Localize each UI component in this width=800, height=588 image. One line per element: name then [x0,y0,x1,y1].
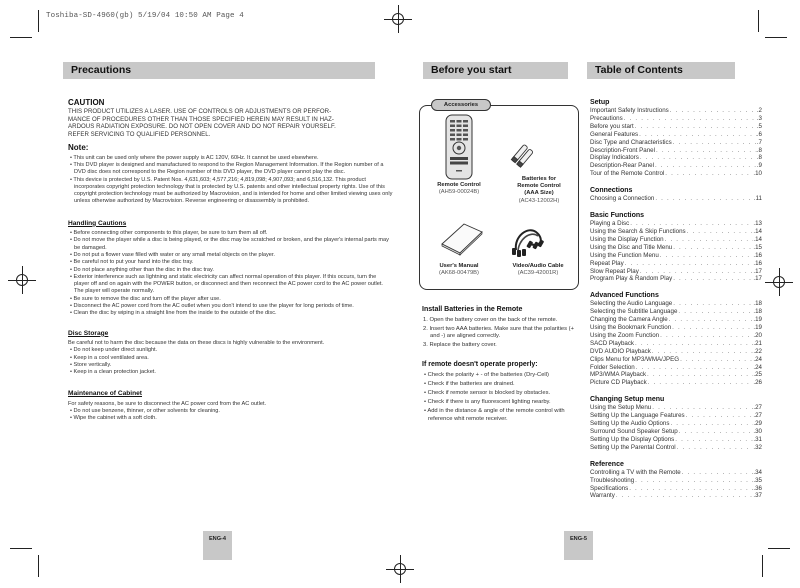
registration-mark-left [8,266,36,294]
toc-entry[interactable] [590,379,762,387]
install-step: 1. Open the battery cover on the back of the remote. [423,316,558,323]
toc-entry[interactable] [590,195,762,203]
toc-entry-title: Using the Disc and Title Menu [590,243,673,251]
handling-item: • Be careful not to put your hand into the disc tray. [68,259,393,266]
toc-entry[interactable] [590,115,762,123]
toc-entry-title: Controlling a TV with the Remote [590,468,681,476]
toc-entry-page: .22 [753,347,762,355]
toc-entry-page: .37 [753,492,762,500]
toc-leader-dots [655,147,757,155]
accessory-users-manual: User's Manual (AK68-00479B) [439,263,479,277]
crop-mark-tl-h [10,37,32,38]
toc-group-title: Setup [590,99,610,106]
toc-entry-page: .20 [753,331,762,339]
remote-instructions [422,306,582,425]
toc-entry-page: .9 [756,162,762,170]
toc-entry[interactable] [590,252,762,260]
registration-mark-top [384,5,412,33]
toc-entry-title: Program Play & Random Play [590,275,673,283]
toc-entry-page: .36 [753,484,762,492]
note-item: • This unit can be used only where the power supply is AC 120V, 60Hz. It cannot be used elsewhere. [68,155,393,162]
toc-leader-dots [647,379,754,387]
toc-entry[interactable] [590,340,762,348]
toc-entry-title: Specifications [590,484,629,492]
toc-entry-title: Using the Bookmark Function [590,324,672,332]
table-of-contents [590,98,762,508]
handling-item: • Disconnect the AC power cord from the AC outlet when you don't intend to use the player for long periods of time. [68,303,393,310]
crop-mark-bl-h [10,548,32,549]
troubleshoot-item: • Check if there is any fluorescent lighting nearby. [422,399,582,407]
toc-leader-dots [629,220,753,228]
crop-mark-tr-h [765,37,787,38]
toc-entry-page: .11 [753,195,762,203]
toc-entry-page: .35 [753,476,762,484]
toc-leader-dots [615,492,754,500]
toc-entry[interactable] [590,356,762,364]
toc-entry-title: Slow Repeat Play [590,267,639,275]
toc-leader-dots [651,348,754,356]
toc-entry-page: .30 [753,428,762,435]
toc-entry-page: .31 [753,435,762,443]
crop-mark-tr-v [758,10,759,32]
toc-entry[interactable] [590,170,762,178]
page-number-right: ENG-5 [564,531,593,560]
toc-leader-dots [672,300,753,308]
handling-item: • Do not place anything other than the disc in the disc tray. [68,267,393,274]
handling-item: • Be sure to remove the disc and turn off the player after use. [68,296,393,303]
maintenance-item: • Wipe the cabinet with a soft cloth. [68,415,393,422]
crop-mark-br-v [762,555,763,577]
disc-storage-item: • Store vertically. [68,362,393,369]
registration-mark-right [765,268,793,296]
toc-entry-title: Setting Up the Audio Options [590,420,670,428]
toc-entry-page: .25 [753,371,762,379]
toc-entry[interactable] [590,404,762,412]
precautions-column [68,98,393,423]
av-cable-icon [510,222,546,258]
toc-leader-dots [639,268,754,276]
toc-leader-dots [659,332,753,340]
toc-entry[interactable] [590,444,762,452]
toc-leader-dots [676,444,754,452]
toc-group [590,186,762,203]
toc-entry-title: Before you start [590,122,634,130]
toc-leader-dots [654,162,757,170]
maintenance-intro: For safety reasons, be sure to disconnect the AC power cord from the AC outlet. [68,400,267,407]
toc-entry-page: .15 [753,243,762,251]
toc-entry[interactable] [590,300,762,308]
toc-entry-title: Using the Function Menu [590,251,659,259]
toc-entry[interactable] [590,469,762,477]
caution-body: THIS PRODUCT UTILIZES A LASER. USE OF CONTROLS OR ADJUSTMENTS OR PERFOR- MANCE OF PROCEDURES OTHER THAN THOSE SPECIFIED HEREIN MAY RESULT IN HAZ- ARDOUS RADIATION EXPOSURE. DO NOT OPEN COVER AND DO NOT REPAIR YOURSELF. REFER SERVICING TO QUALIFIED PERSONNEL. [68,108,336,138]
toc-entry-page: .17 [753,267,762,275]
disc-storage-item: • Do not keep under direct sunlight. [68,347,393,354]
toc-entry-page: .16 [753,251,762,259]
toc-leader-dots [677,308,753,316]
toc-entry[interactable] [590,162,762,170]
toc-entry-title: Setting Up the Display Options [590,435,675,443]
caution-title: CAUTION [68,98,105,107]
maintenance-item: • Do not use benzene, thinner, or other solvents for cleaning. [68,408,393,415]
toc-entry-page: .34 [753,468,762,476]
toc-entry-page: .18 [753,308,762,316]
toc-entry[interactable] [590,316,762,324]
toc-entry-title: Description-Rear Panel [590,162,654,170]
toc-entry[interactable] [590,228,762,236]
toc-group [590,211,762,283]
toc-entry-title: Setting Up the Parental Control [590,443,676,451]
toc-entry-title: SACD Playback [590,339,635,347]
install-step: 3. Replace the battery cover. [423,342,497,349]
toc-entry[interactable] [590,275,762,283]
toc-entry-page: .13 [753,220,762,228]
toc-leader-dots [654,195,754,203]
toc-leader-dots [674,436,753,444]
toc-entry-title: Using the Search & Skip Functions [590,227,686,235]
toc-leader-dots [681,469,754,477]
toc-entry[interactable] [590,244,762,252]
toc-entry-page: .8 [756,154,762,162]
note-item: • This device is protected by U.S. Patent Nos. 4,631,603; 4,577,216; 4,819,098; 4,907,093; and 6,516,132. This product incorporates copyright protection technology that is protected by U.S. patents and other intellectual property rights. Use of this copyright protection technology must be authorized by Macrovision, and is intended for home and other limited viewing uses only unless otherwise authorized by Macrovision. Reverse engineering or disassembly is prohibited. [68,177,393,206]
toc-entry[interactable] [590,154,762,162]
handling-item: • Exterior interference such as lightning and static electricity can affect normal operation of this player. If this occurs, turn the player off and on again with the POWER button, or disconnect and then reconnect the AC power cord to the AC power outlet. The player will operate normally. [68,274,393,296]
toc-group-title: Advanced Functions [590,292,659,300]
toc-entry-title: Repeat Play [590,259,624,267]
toc-entry[interactable] [590,332,762,340]
crop-mark-br-h [768,548,790,549]
toc-leader-dots [672,275,753,283]
toc-entry[interactable] [590,220,762,228]
toc-entry-title: Warranty [590,492,615,500]
toc-entry-title: Playing a Disc [590,220,630,228]
toc-entry-title: Using the Setup Menu [590,404,652,412]
note-title: Note: [68,143,89,153]
toc-entry-page: .2 [756,107,762,114]
toc-entry-page: .6 [756,130,762,138]
toc-entry-title: Selecting the Subtitle Language [590,308,678,316]
toc-leader-dots [685,412,754,420]
toc-entry[interactable] [590,123,762,131]
toc-leader-dots [634,123,757,131]
note-item: • This DVD player is designed and manufactured to respond to the Region Management Information. If the Region number of a DVD disc does not correspond to the Region number of this DVD player, the DVD player cannot play the disc. [68,162,393,177]
toc-entry-page: .24 [753,363,762,371]
toc-entry-title: Changing the Camera Angle [590,316,668,324]
toc-entry-title: Using the Zoom Function [590,331,660,339]
toc-entry[interactable] [590,412,762,420]
toc-entry-title: Disc Type and Characteristics [590,138,672,146]
toc-entry-page: .14 [753,235,762,243]
toc-leader-dots [669,420,753,428]
toc-entry-title: Setting Up the Language Features [590,412,685,420]
users-manual-icon [440,222,484,256]
print-slug: Toshiba-SD-4960(gb) 5/19/04 10:50 AM Page 4 [46,12,244,20]
toc-header: Table of Contents [587,62,735,79]
toc-leader-dots [671,324,753,332]
toc-entry-page: .17 [753,275,762,283]
disc-storage-title: Disc Storage [68,329,109,337]
disc-storage-item: • Keep in a clean protection jacket. [68,369,393,376]
toc-entry[interactable] [590,308,762,316]
handling-item: • Before connecting other components to this player, be sure to turn them all off. [68,230,393,237]
toc-entry-page: .24 [753,355,762,363]
toc-entry-page: .18 [753,300,762,308]
toc-entry-page: .29 [753,420,762,428]
toc-entry-page: .3 [756,114,762,122]
toc-entry-title: Description-Front Panel [590,146,655,154]
handling-item: • Do not put a flower vase filled with water or any small metal objects on the player. [68,252,393,259]
toc-entry[interactable] [590,420,762,428]
toc-group [590,98,762,178]
crop-mark-tl-v [38,10,39,32]
toc-entry[interactable] [590,236,762,244]
accessory-batteries: Batteries for Remote Control (AAA Size) (AC43-12002H) [517,176,561,204]
toc-leader-dots [623,115,757,123]
toc-leader-dots [679,356,753,364]
toc-entry-title: Tour of the Remote Control [590,170,665,178]
accessory-av-cable: Video/Audio Cable (AC39-42001R) [512,263,564,277]
maintenance-title: Maintenance of Cabinet [68,390,143,398]
handling-cautions-title: Handling Cautions [68,219,127,227]
toc-entry-title: Clips Menu for MP3/WMA/JPEG [590,355,680,363]
toc-entry-page: .19 [753,324,762,332]
toc-leader-dots [624,260,754,268]
toc-entry-title: DVD AUDIO Playback [590,347,651,355]
page-number-left: ENG-4 [203,531,232,560]
toc-entry-title: Display Indicators [590,154,639,162]
toc-entry-title: Important Safety Instructions [590,107,669,114]
toc-group-title: Changing Setup menu [590,396,665,404]
accessories-label: Accessories [431,99,491,111]
handling-item: • Do not move the player while a disc is being played, or the disc may be scratched or broken, and the player's internal parts may be damaged. [68,237,393,252]
toc-leader-dots [638,131,757,139]
toc-entry[interactable] [590,428,762,436]
toc-entry-title: Choosing a Connection [590,195,655,203]
toc-leader-dots [664,170,753,178]
toc-leader-dots [686,228,754,236]
toc-entry-title: General Features [590,130,639,138]
registration-mark-bottom [386,555,414,583]
toc-entry-page: .27 [753,412,762,420]
toc-entry-page: .10 [753,170,762,178]
toc-leader-dots [668,316,754,324]
toc-entry-page: .14 [753,227,762,235]
toc-leader-dots [635,364,754,372]
toc-leader-dots [669,107,757,115]
toc-entry[interactable] [590,260,762,268]
toc-entry-page: .19 [753,316,762,324]
before-you-start-header: Before you start [423,62,568,79]
troubleshoot-item: • Check the polarity + - of the batteries (Dry-Cell) [422,372,582,380]
toc-entry-title: Picture CD Playback [590,379,647,387]
crop-mark-bl-v [38,555,39,577]
toc-leader-dots [639,154,757,162]
toc-leader-dots [651,404,753,412]
toc-entry-page: .26 [753,379,762,387]
toc-leader-dots [664,236,754,244]
toc-entry[interactable] [590,107,762,115]
toc-entry-page: .27 [753,404,762,412]
toc-entry-page: .16 [753,259,762,267]
toc-entry[interactable] [590,139,762,147]
toc-leader-dots [678,428,754,436]
toc-entry-title: Precautions [590,114,623,122]
toc-entry[interactable] [590,268,762,276]
toc-entry-page: .8 [756,146,762,154]
precautions-header: Precautions [63,62,375,79]
toc-entry-title: Troubleshooting [590,476,635,484]
toc-entry-title: Selecting the Audio Language [590,300,673,308]
toc-leader-dots [672,244,753,252]
toc-group-title: Reference [590,460,624,468]
toc-entry-title: Using the Display Function [590,235,664,243]
toc-entry[interactable] [590,485,762,493]
handling-item: • Clean the disc by wiping in a straight line from the inside to the outside of the disc. [68,310,393,317]
troubleshoot-item: • Check if the batteries are drained. [422,381,582,389]
remote-control-icon [444,114,474,180]
toc-entry-title: Surround Sound Speaker Setup [590,428,678,435]
toc-leader-dots [634,340,753,348]
toc-group [590,460,762,501]
toc-entry[interactable] [590,436,762,444]
toc-entry[interactable] [590,131,762,139]
remote-troubleshoot-title: If remote doesn't operate properly: [422,361,538,369]
disc-storage-item: • Keep in a cool ventilated area. [68,355,393,362]
troubleshoot-item: • Check if remote sensor is blocked by obstacles. [422,390,582,398]
toc-leader-dots [659,252,754,260]
toc-entry[interactable] [590,348,762,356]
toc-leader-dots [628,485,753,493]
toc-entry-title: MP3/WMA Playback [590,371,647,379]
toc-entry[interactable] [590,371,762,379]
troubleshoot-item: • Add in the distance & angle of the remote control with reference whit remote receiver. [422,408,582,423]
toc-entry[interactable] [590,364,762,372]
toc-group-title: Basic Functions [590,212,645,220]
toc-entry-title: Folder Selection [590,363,635,371]
toc-entry[interactable] [590,492,762,500]
install-batteries-title: Install Batteries in the Remote [422,306,523,313]
toc-entry-page: .7 [756,138,762,146]
toc-group-title: Connections [590,187,633,195]
install-step: 2. Insert two AAA batteries. Make sure that the polarities (+ and -) are aligned correctly. [423,325,574,340]
batteries-icon [510,142,536,168]
toc-leader-dots [634,477,753,485]
toc-entry[interactable] [590,324,762,332]
toc-entry[interactable] [590,477,762,485]
toc-entry-page: .21 [753,339,762,347]
toc-entry-page: .32 [753,443,762,451]
toc-leader-dots [672,139,757,147]
toc-group [590,291,762,387]
toc-group [590,395,762,451]
toc-entry[interactable] [590,147,762,155]
toc-leader-dots [646,371,753,379]
disc-storage-intro: Be careful not to harm the disc because the data on these discs is highly vulnerable to the environment. [68,339,325,346]
accessory-remote-control: Remote Control (AH59-00024B) [437,182,481,196]
toc-entry-page: .5 [756,122,762,130]
